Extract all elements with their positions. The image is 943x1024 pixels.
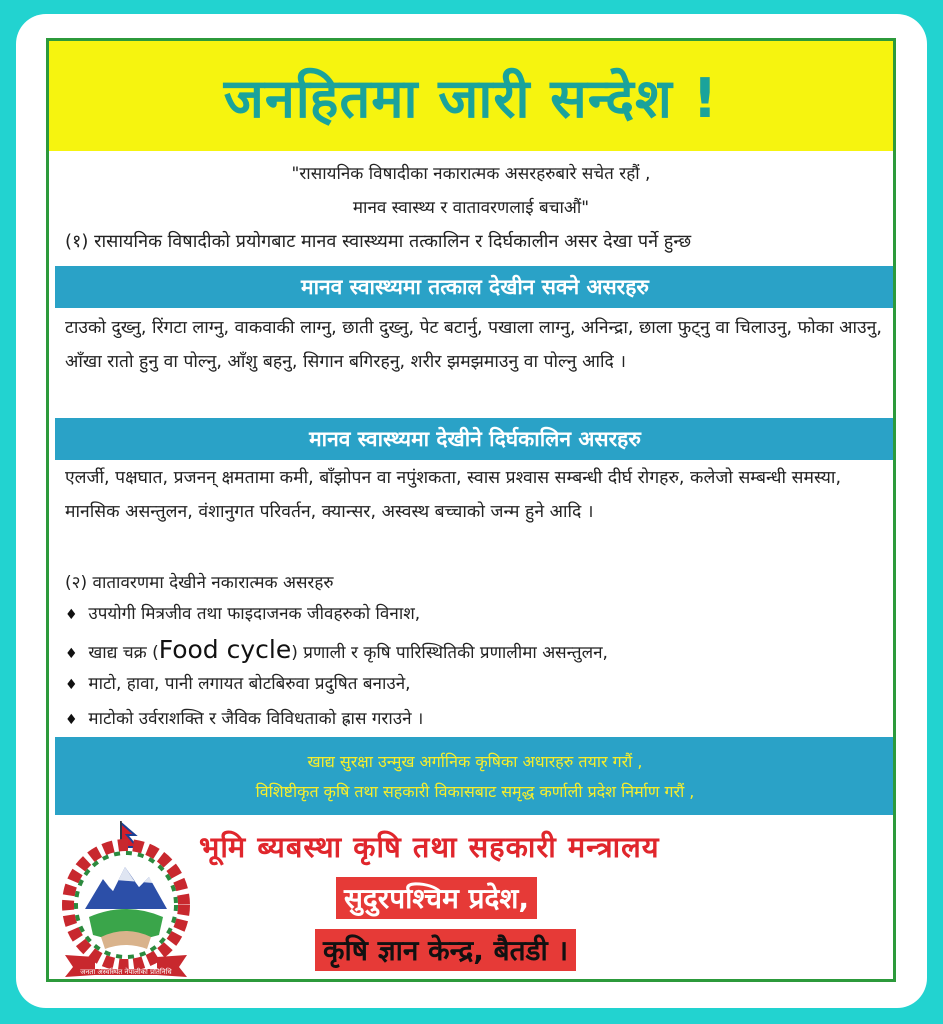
diamond-bullet-icon: ♦ <box>65 607 78 623</box>
diamond-bullet-icon: ♦ <box>65 712 78 728</box>
list-item <box>65 667 608 702</box>
food-cycle-label: Food cycle <box>158 635 292 664</box>
province-name: सुदुरपश्चिम प्रदेश, <box>336 877 537 919</box>
environment-effects-list <box>65 597 608 737</box>
list-item-text: माटोको उर्वराशक्ति र जैविक विविधताको ह्रास गराउने । <box>88 709 424 729</box>
slogan-line-2: विशिष्टीकृत कृषि तथा सहकारी विकासबाट समृद्ध कर्णाली प्रदेश निर्माण गरौं , <box>255 782 695 801</box>
office-name: कृषि ज्ञान केन्द्र, बैतडी । <box>315 929 576 971</box>
point-1-text: (१) रासायनिक विषादीको प्रयोगबाट मानव स्वास्थ्यमा तत्कालिन र दिर्घकालीन असर देखा पर्ने हुन्छ <box>65 231 692 252</box>
notice-title: जनहितमा जारी सन्देश ! <box>223 67 719 130</box>
emblem-ribbon-text: जनता अस्वस्थित नेपालीको प्रतिनिधि <box>80 968 172 976</box>
ministry-name: भूमि ब्यबस्था कृषि तथा सहकारी मन्त्रालय <box>199 830 660 864</box>
slogan-banner <box>55 737 895 815</box>
immediate-effects-heading-text: मानव स्वास्थ्यमा तत्काल देखीन सक्ने असरहरु <box>301 275 649 299</box>
list-item <box>65 597 608 632</box>
list-item-text: उपयोगी मित्रजीव तथा फाइदाजनक जीवहरुको विनाश, <box>88 604 421 624</box>
diamond-bullet-icon: ♦ <box>65 677 78 693</box>
longterm-effects-text: एलर्जी, पक्षघात, प्रजनन् क्षमतामा कमी, बाँझोपन वा नपुंशकता, स्वास प्रश्वास सम्बन्धी दीर्घ रोगहरु, कलेजो सम्बन्धी समस्या, मानसिक असन्तुलन, वंशानुगत परिवर्तन, क्यान्सर, अस्वस्थ बच्चाको जन्म हुने आदि । <box>65 468 842 522</box>
list-item-text-prefix: खाद्य चक्र ( <box>88 643 159 663</box>
list-item <box>65 702 608 737</box>
longterm-effects-heading-text: मानव स्वास्थ्यमा देखीने दिर्घकालिन असरहरु <box>309 427 641 451</box>
notice-poster <box>46 38 896 982</box>
longterm-effects-heading <box>55 418 895 460</box>
nepal-emblem-icon <box>55 817 197 979</box>
list-item-text: माटो, हावा, पानी लगायत बोटबिरुवा प्रदुषित बनाउने, <box>88 674 411 694</box>
list-item-text-suffix: ) प्रणाली र कृषि पारिस्थितिकी प्रणालीमा असन्तुलन, <box>291 643 608 663</box>
immediate-effects-text: टाउको दुख्नु, रिंगटा लाग्नु, वाकवाकी लाग्नु, छाती दुख्नु, पेट बटार्नु, पखाला लाग्नु, अनिन्द्रा, छाला फुट्नु वा चिलाउनु, फोका आउनु, आँखा रातो हुनु वा पोल्नु, आँशु बहनु, सिगान बगिरहनु, शरीर झमझमाउनु वा पोल्नु आदि । <box>65 318 882 372</box>
list-item <box>65 632 608 667</box>
quote-line-1: "रासायनिक विषादीका नकारात्मक असरहरुबारे सचेत रहौं , <box>291 164 651 184</box>
immediate-effects-heading <box>55 266 895 308</box>
diamond-bullet-icon: ♦ <box>65 646 78 662</box>
point-2-heading: (२) वातावरणमा देखीने नकारात्मक असरहरु <box>65 573 334 593</box>
quote-line-2: मानव स्वास्थ्य र वातावरणलाई बचाऔं" <box>352 198 590 218</box>
slogan-line-1: खाद्य सुरक्षा उन्मुख अर्गानिक कृषिका अधारहरु तयार गरौं , <box>307 752 643 771</box>
title-banner <box>49 41 893 151</box>
